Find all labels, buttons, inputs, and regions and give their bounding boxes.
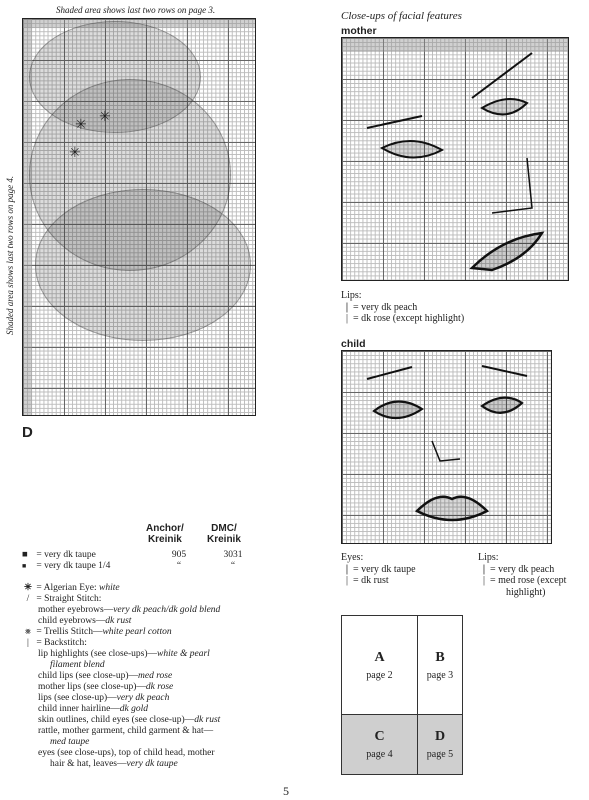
mother-nose — [492, 158, 532, 213]
algerian-eye-symbol: ✳ — [99, 110, 111, 125]
child-eyes-item-1: = very dk taupe — [353, 563, 416, 575]
child-lips-item-1: = very dk peach — [490, 563, 555, 575]
child-lips — [417, 497, 487, 520]
child-features-svg — [342, 351, 553, 545]
table-row: ■ = very dk taupe 1/4 “ “ — [22, 561, 236, 571]
color-swatch: ■ — [22, 550, 28, 560]
algerian-eye-icon: ✳ — [24, 583, 32, 593]
mother-lips-item-1: = very dk peach — [353, 301, 418, 313]
key-cell-c: C page 4 — [341, 714, 418, 775]
table-header-dmc: DMC/ Kreinik — [207, 523, 241, 545]
child-lips-item-2: = med rose (except — [490, 575, 567, 586]
side-shading-note: Shaded area shows last two rows on page 4. — [5, 175, 15, 335]
color-swatch: ■ — [22, 562, 27, 570]
child-eye — [374, 401, 422, 418]
page-key — [341, 615, 463, 775]
pattern-region-shoulder — [35, 189, 251, 341]
mother-eyebrow — [472, 53, 532, 98]
child-lips-item-3: highlight) — [506, 586, 546, 598]
algerian-eye-symbol: ✳ — [75, 118, 87, 133]
child-eyes-item-2: = dk rust — [353, 575, 389, 586]
mother-eye — [482, 99, 527, 114]
algerian-eye-symbol: ✳ — [69, 146, 81, 161]
page-number: 5 — [283, 784, 289, 798]
child-eyebrow — [482, 366, 527, 376]
child-nose — [432, 441, 460, 461]
stitch-legend: ✳ = Algerian Eye: white / = Straight Stitch: mother eyebrows—very dk peach/dk gold blend child eyebrows—dk rust ⨳ = Trellis Stitch—white pearl cotton | = Backstitch: lip highlights (see close-ups)—white & pearl filament blend child lips (see close-up)—med rose mother lips (see close-up)—dk rose lips (see close-up)—very dk peach child inner hairline—dk gold skin outlines, child eyes (see close-up)—dk rust rattle, mother garment, child garment & hat— med taupe eyes (see close-ups), top of child head, mother hair & hat, leaves—very dk taupe — [22, 583, 322, 770]
straight-stitch-icon: / — [26, 594, 30, 604]
trellis-stitch-icon: ⨳ — [25, 627, 31, 637]
table-header-anchor: Anchor/ Kreinik — [146, 523, 184, 545]
mother-title: mother — [341, 25, 377, 37]
mother-lips-title: Lips: — [341, 290, 362, 301]
mother-features-svg — [342, 38, 570, 282]
chart-d-grid — [22, 18, 256, 416]
mother-lips-legend: Lips: | = very dk peach | = dk rose (except highlight) — [341, 290, 465, 324]
child-eyebrow — [367, 367, 412, 379]
mother-lips-item-2: = dk rose (except highlight) — [353, 313, 465, 324]
mother-lips — [472, 233, 542, 270]
table-row: ■ = very dk taupe 905 3031 — [22, 550, 243, 560]
child-eyes-title: Eyes: — [341, 552, 364, 563]
child-lips-legend: Lips: | = very dk peach | = med rose (except highlight) — [478, 552, 567, 598]
chart-letter: D — [22, 424, 33, 441]
child-closeup-grid — [341, 350, 552, 544]
mother-eyebrow — [367, 116, 422, 128]
key-cell-d: D page 5 — [417, 714, 463, 775]
key-cell-b: B page 3 — [417, 615, 463, 715]
child-lips-title: Lips: — [478, 552, 499, 563]
closeups-title: Close-ups of facial features — [341, 10, 462, 22]
mother-closeup-grid — [341, 37, 569, 281]
mother-eye — [382, 141, 442, 158]
child-title: child — [341, 338, 366, 350]
key-cell-a: A page 2 — [341, 615, 418, 715]
child-eyes-legend: Eyes: | = very dk taupe | = dk rust — [341, 552, 416, 586]
child-eye — [482, 398, 522, 413]
top-shading-note: Shaded area shows last two rows on page 3. — [56, 5, 216, 15]
backstitch-icon: | — [27, 638, 29, 648]
